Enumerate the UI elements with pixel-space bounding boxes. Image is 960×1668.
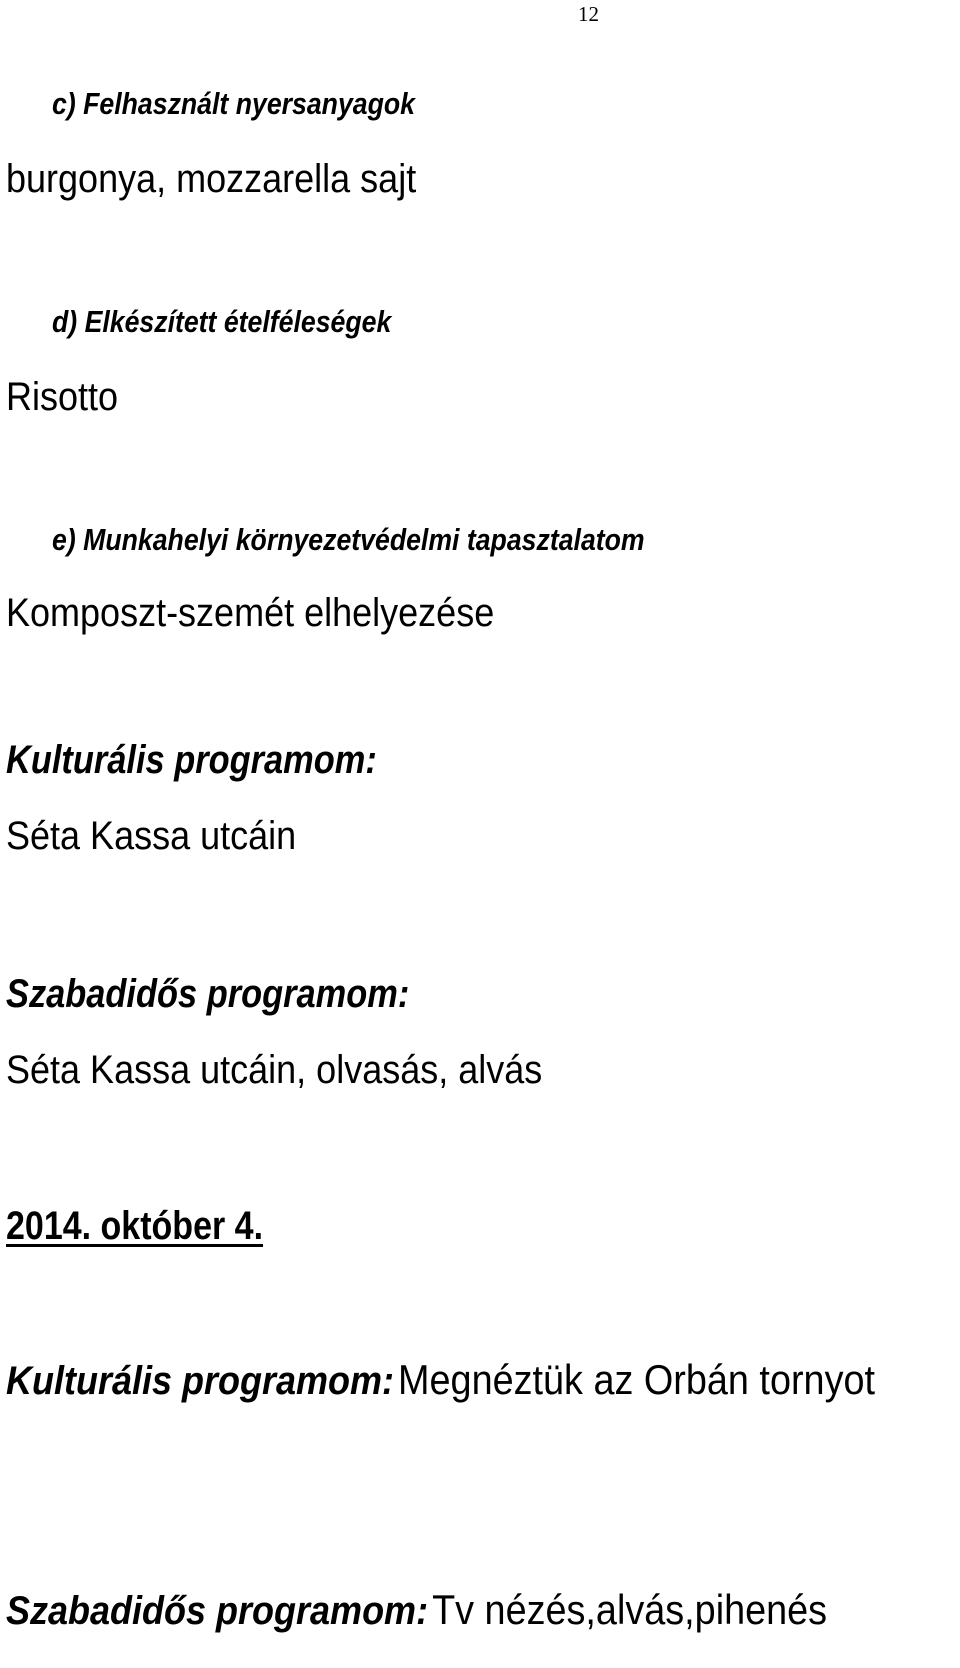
leisure-program-text: Séta Kassa utcáin, olvasás, alvás: [6, 1048, 543, 1092]
section-d-heading: d) Elkészített ételféleségek: [52, 304, 392, 339]
cultural-program-text: Séta Kassa utcáin: [6, 814, 297, 858]
day-date-heading: 2014. október 4.: [6, 1204, 264, 1248]
section-e-heading: e) Munkahelyi környezetvédelmi tapasztalatom: [52, 522, 645, 557]
day-leisure-line: [6, 1586, 827, 1634]
section-d-text: Risotto: [6, 375, 119, 419]
page-number: 12: [578, 2, 599, 26]
day-leisure-label: Szabadidős programom:: [6, 1589, 429, 1633]
cultural-program-heading: Kulturális programom:: [6, 738, 377, 782]
day-cultural-value: Megnéztük az Orbán tornyot: [398, 1356, 876, 1403]
day-cultural-label: Kulturális programom:: [6, 1359, 395, 1403]
section-c-text: burgonya, mozzarella sajt: [6, 157, 417, 201]
day-cultural-line: [6, 1356, 875, 1404]
day-leisure-value: Tv nézés,alvás,pihenés: [432, 1586, 828, 1633]
leisure-program-heading: Szabadidős programom:: [6, 972, 410, 1016]
section-c-heading: c) Felhasznált nyersanyagok: [52, 86, 416, 121]
section-e-text: Komposzt-szemét elhelyezése: [6, 591, 495, 635]
